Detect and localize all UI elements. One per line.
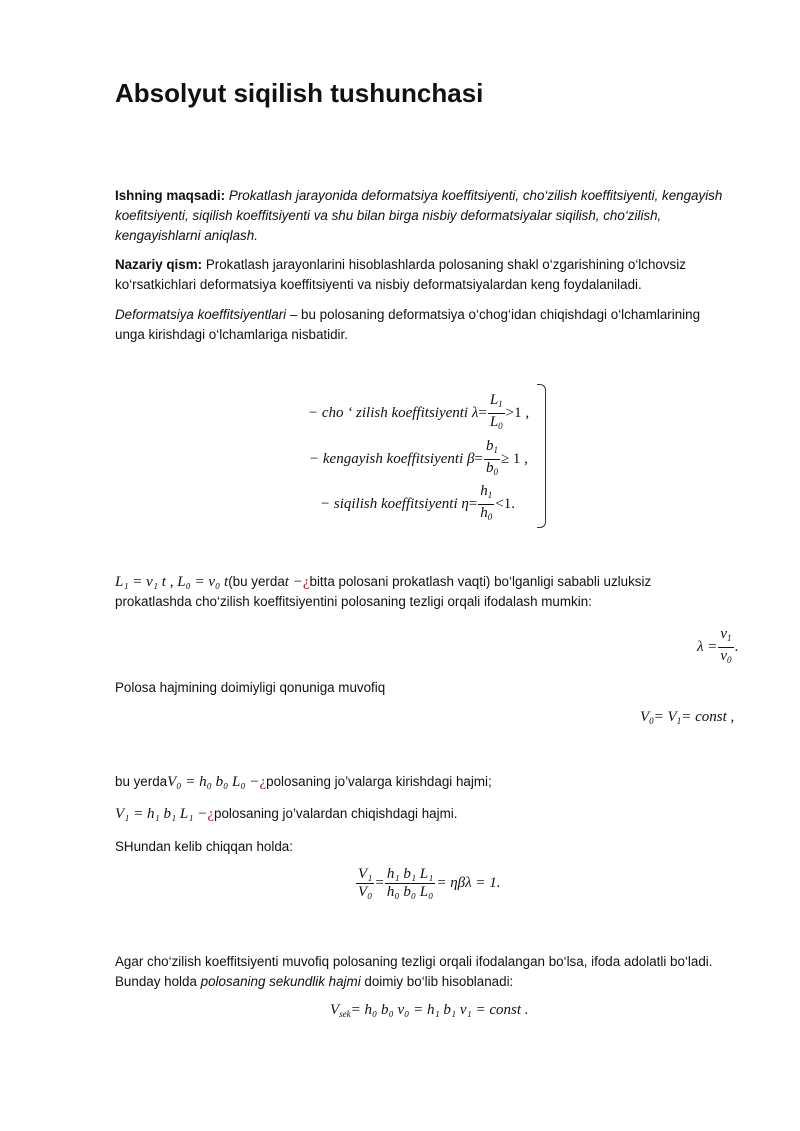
velocity-text-a: (bu yerda [228,574,285,589]
v1-description: polosaning jo’valardan chiqishdagi hajmi. [214,806,458,821]
v1-formula: V₁ = h₁ b₁ L₁ − [115,806,208,822]
glyph-marker: ¿ [207,806,215,822]
frac-den: V₀ [358,884,373,900]
frac-num: h₁ b₁ L₁ [386,866,434,882]
definition-paragraph [115,305,727,345]
goal-text: Prokatlash jarayonida deformatsiya koeffitsiyenti, cho‘zilish koeffitsiyenti, kengayish koefitsiyenti, siqilish koeffitsiyenti va shu bilan birga nisbiy deformatsiyalar siqilish, cho‘zilish, kengayishlarni aniqlash. [115,188,723,243]
where-v0-line [115,772,727,792]
v0-description: polosaning jo’valarga kirishdagi hajmi; [266,774,492,789]
coef-name: − cho ‘ zilish koeffitsiyenti [308,404,469,421]
coef-symbol: β [467,450,475,467]
eq-fraction [718,626,733,669]
coef-symbol: η [461,495,469,512]
volume-law-text: Polosa hajmining doimiyligi qonuniga muvofiq [115,680,386,695]
coef-name: − kengayish koeffitsiyenti [309,450,464,467]
coefficient-lambda: − cho ‘ zilish koeffitsiyenti λ= $\frac{L_1}{L_0}$ >1 , [308,392,529,435]
where-prefix: bu yerda [115,774,168,789]
goal-label: Ishning maqsadi: [115,188,226,203]
ratio-rhs: = ηβλ = 1. [436,874,501,891]
lambda-velocity-equation [697,626,738,669]
t-symbol: t − [284,574,303,590]
velocity-lead-formula: L₁ = v₁ t , L₀ = v₀ t [115,574,229,590]
final-term: polosaning sekundlik hajmi [200,974,361,989]
where-v1-line [115,804,727,824]
frac-den-sub: 0 [498,421,503,431]
frac-den: h₀ b₀ L₀ [386,884,434,900]
goal-paragraph [115,186,727,246]
coef-fraction [484,438,500,481]
v0-symbol: V [640,709,650,725]
v0-sub: 0 [649,716,654,726]
theory-label: Nazariy qism: [115,257,203,272]
frac-den: h [480,505,488,521]
glyph-marker: ¿ [302,574,310,590]
definition-text: – bu polosaning deformatsiya o‘chog‘idan chiqishdagi o‘lchamlarining unga kirishdagi o‘lchamlariga nisbatidir. [115,307,701,342]
conclusion-intro: SHundan kelib chiqqan holda: [115,839,293,854]
coef-relation: >1 , [505,404,530,421]
frac-den-sub: 0 [493,467,498,477]
const-tail: = const , [681,709,735,725]
lhs-fraction [356,866,374,901]
frac-num-sub: 1 [498,399,503,409]
frac-num: b [485,438,494,454]
frac-num: v [720,626,728,642]
volume-const-equation [640,709,734,726]
coef-name: − siqilish koeffitsiyenti [320,495,458,512]
mid-fraction [385,866,436,901]
eq-lhs: λ = [697,638,718,655]
frac-den: b [485,460,494,476]
definition-term: Deformatsiya koeffitsiyentlari [115,307,287,322]
final-text-b: doimiy bo‘lib hisoblanadi: [360,974,514,989]
frac-num-sub: 1 [487,490,493,500]
ratio-equation: $\frac{\text{V₁}}{\text{V₀}}$ = $\frac{\text{h₁ b₁ L₁}}{\text{h₀ b₀ L₀}}$ = ηβλ = 1. [358,866,501,900]
velocity-paragraph [115,572,727,612]
frac-num: L [489,392,499,408]
coef-relation: <1. [495,495,515,512]
coefficient-eta: − siqilish koeffitsiyenti η= $\frac{h_1}{h_0}$ <1. [320,483,515,526]
v-symbol: V [330,1002,340,1018]
v1-symbol: = V [653,709,677,725]
eq-tail: . [734,638,739,655]
final-text-a: Agar cho‘zilish koeffitsiyenti muvofiq polosaning tezligi orqali ifodalangan bo‘lsa, ifoda adolatli bo‘ladi. Bunday holda [115,954,713,989]
frac-num: h [480,483,488,499]
seconds-rhs: = h₀ b₀ v₀ = h₁ b₁ v₁ = const . [350,1002,529,1018]
glyph-marker: ¿ [259,774,267,790]
frac-num-sub: 1 [727,633,732,643]
frac-den: L [489,414,499,430]
coef-fraction [478,483,494,526]
frac-den-sub: 0 [487,512,493,522]
final-paragraph [115,952,727,992]
v-sub: sek [339,1009,351,1019]
theory-paragraph [115,255,727,295]
coef-relation: ≥ 1 , [500,450,528,467]
v0-formula: V₀ = h₀ b₀ L₀ − [167,774,260,790]
system-brace [537,384,546,528]
coefficient-beta: − kengayish koeffitsiyenti β= $\frac{b_1}{b_0}$ ≥ 1 , [309,438,528,481]
page-title: Absolyut siqilish tushunchasi [115,78,484,108]
seconds-volume-equation [330,1002,529,1019]
v1-sub: 1 [676,716,682,726]
frac-num-sub: 1 [493,445,498,455]
velocity-text-b: bitta polosani prokatlash vaqti) bo‘lganligi sababli uzluksiz prokatlashda cho‘zilish koeffitsiyentini polosaning tezligi orqali ifodalash mumkin: [115,574,652,609]
frac-den: v [720,648,728,664]
theory-text: Prokatlash jarayonlarini hisoblashlarda polosaning shakl o‘zgarishining o‘lchovsiz ko‘rsatkichlari deformatsiya koeffitsiyenti va nisbiy deformatsiyalardan keng foydalaniladi. [115,257,686,292]
frac-den-sub: 0 [727,655,732,665]
coef-symbol: λ [471,404,479,421]
frac-num: V₁ [358,866,373,882]
coef-fraction [488,392,505,435]
